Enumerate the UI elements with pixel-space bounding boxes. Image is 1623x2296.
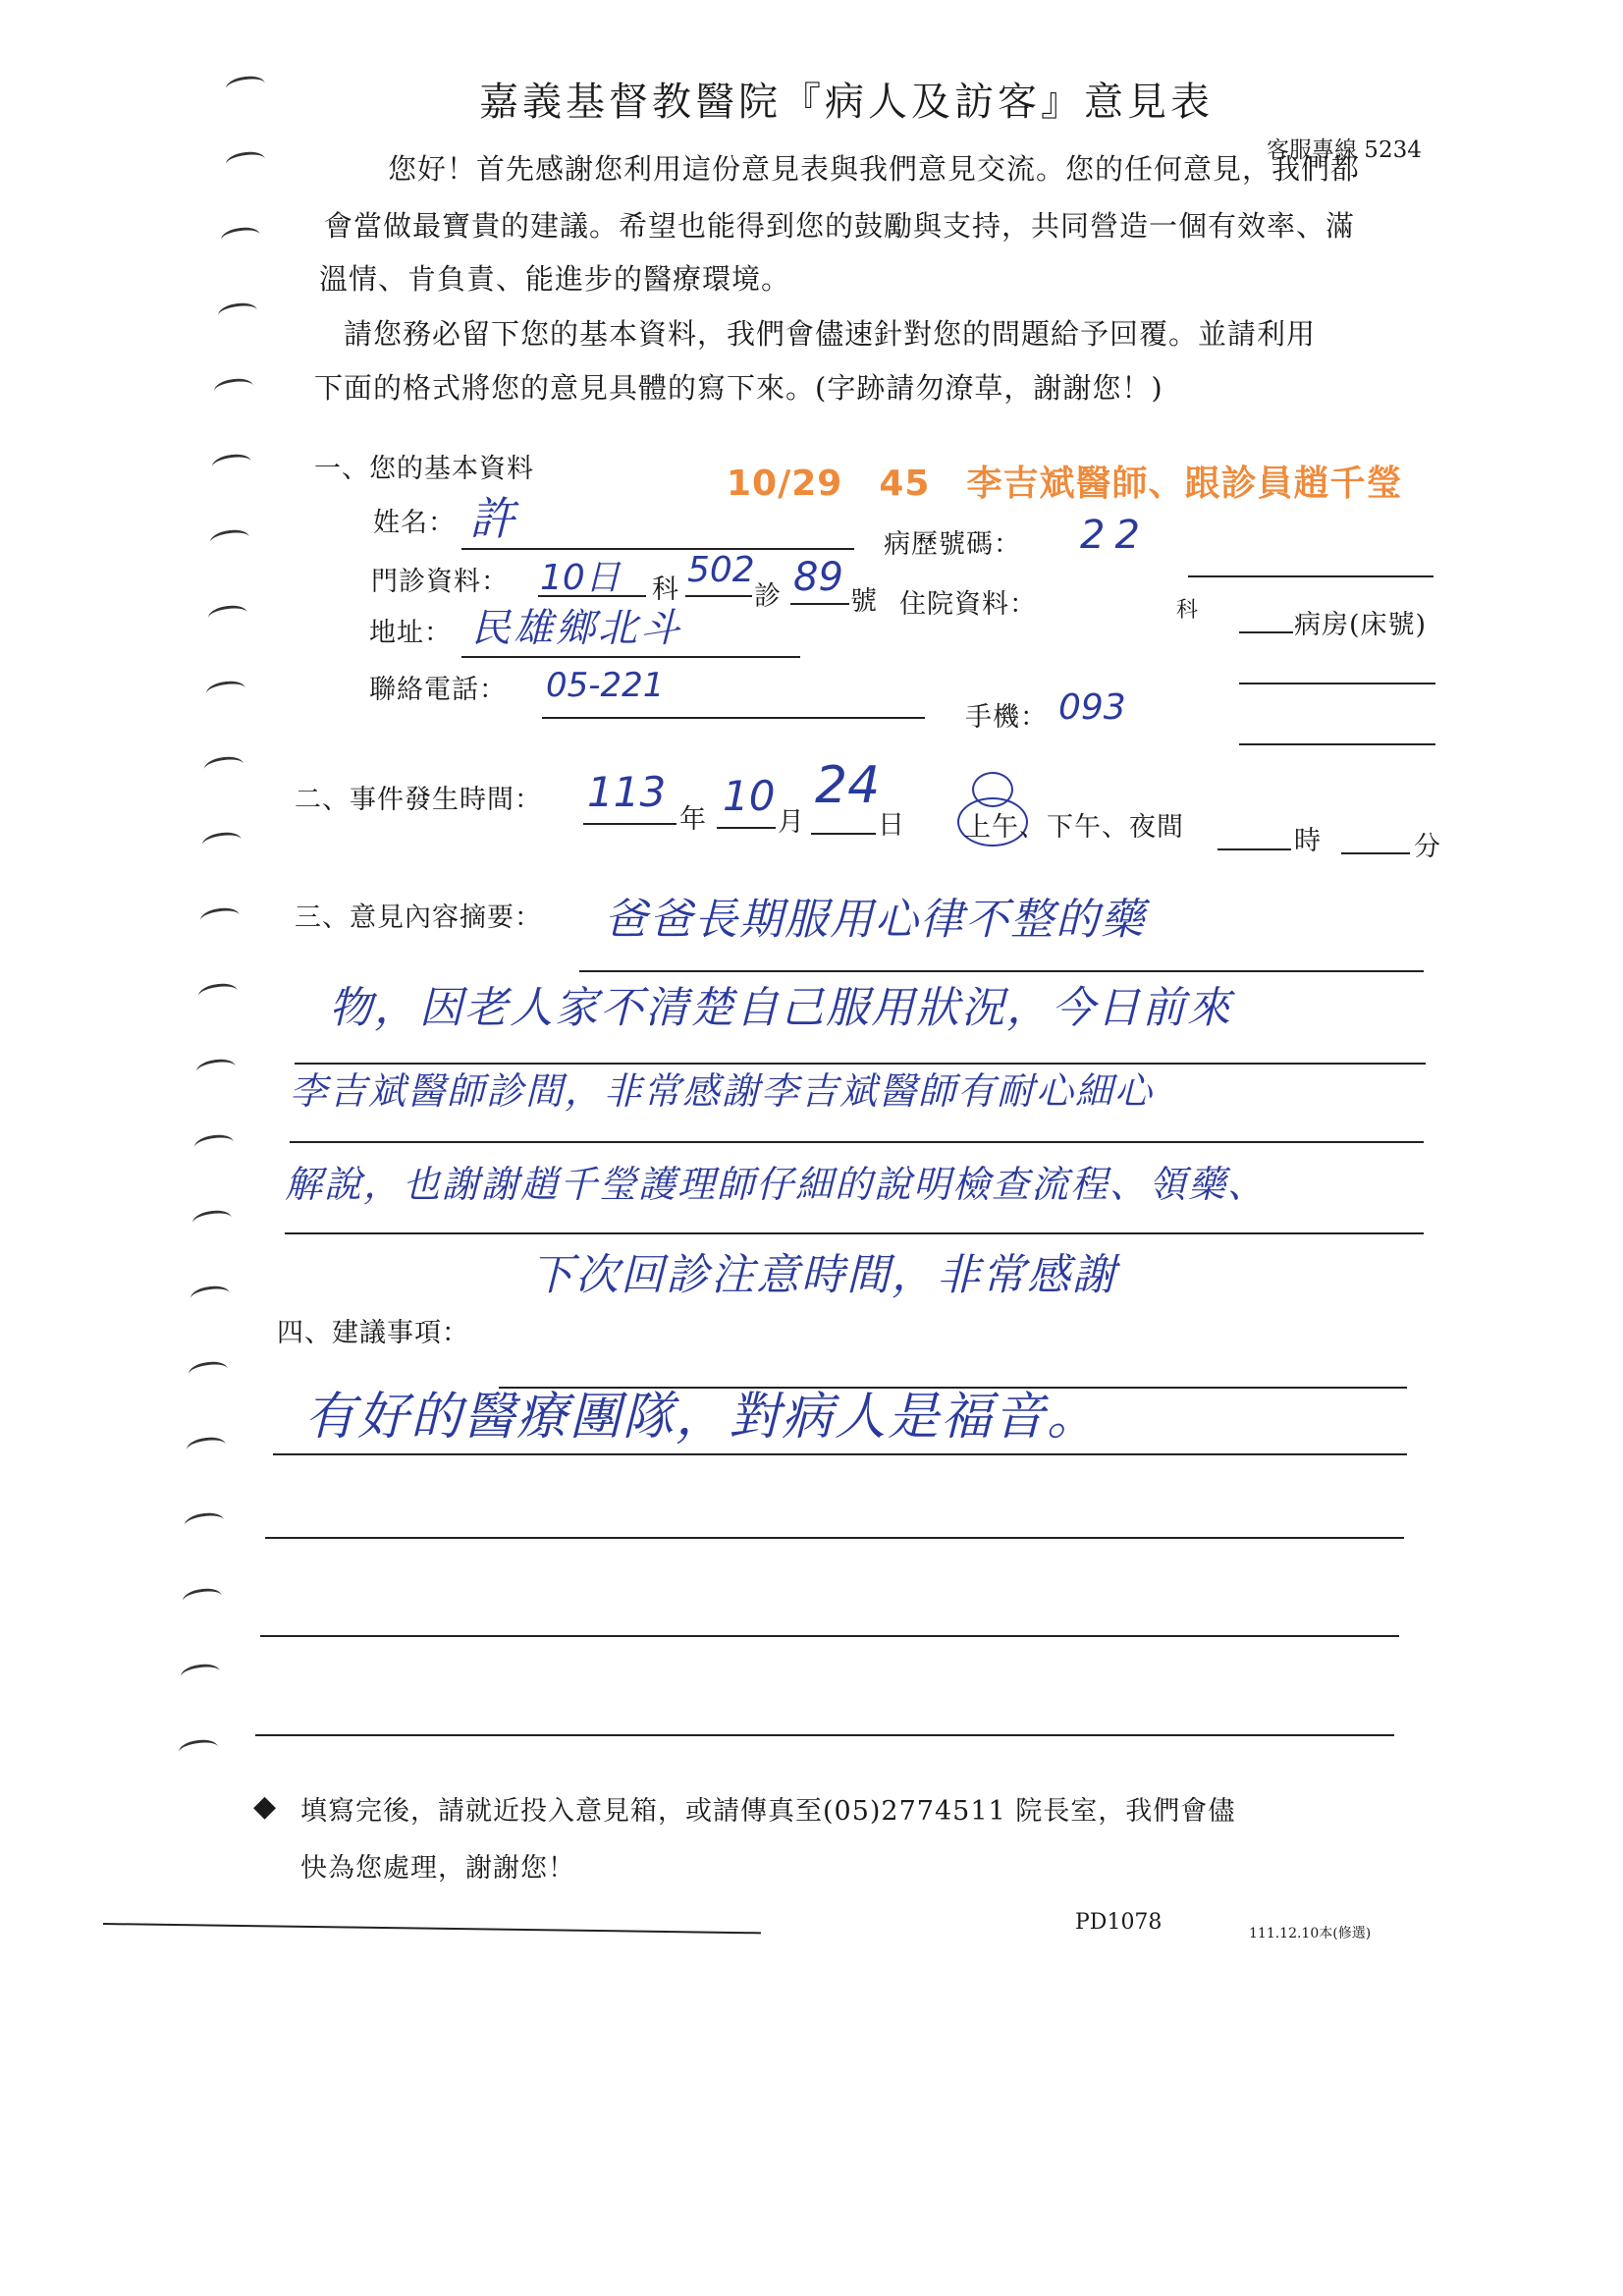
- opinion-underline-4: [285, 1232, 1424, 1234]
- inpatient-label: 住院資料：: [899, 589, 1037, 620]
- chart-number-label: 病歷號碼：: [884, 529, 1021, 560]
- binder-ring: [213, 376, 254, 400]
- event-month-underline: [717, 827, 776, 829]
- binder-ring: [207, 603, 248, 627]
- clinic-number-unit: 號: [850, 586, 878, 617]
- opinion-line-4: 解說，也謝謝趙千瑩護理師仔細的說明檢查流程、領藥、: [285, 1163, 1268, 1206]
- phone-value: 05-221: [546, 666, 665, 705]
- phone-label: 聯絡電話：: [369, 675, 507, 705]
- opinion-line-2: 物，因老人家不清楚自己服用狀況，今日前來: [329, 983, 1232, 1033]
- name-label: 姓名：: [373, 508, 456, 538]
- name-underline: [461, 548, 854, 550]
- event-time-heading: 二、事件發生時間：: [295, 785, 542, 815]
- opinion-line-3: 李吉斌醫師診間，非常感謝李吉斌醫師有耐心細心: [290, 1069, 1155, 1113]
- inpatient-ward-underline: [1239, 631, 1293, 633]
- inpatient-dept-unit: 科: [1176, 598, 1200, 623]
- opinion-line-1: 爸爸長期服用心律不整的藥: [604, 895, 1146, 945]
- binder-ring: [186, 1435, 227, 1458]
- mobile-value: 093: [1058, 687, 1126, 728]
- form-code: PD1078: [1075, 1910, 1163, 1935]
- minute-unit: 分: [1414, 832, 1441, 862]
- staff-annotation: 10/29 45 李吉斌醫師、跟診員趙千瑩: [727, 464, 1403, 504]
- binder-ring: [191, 1208, 233, 1231]
- phone-underline: [542, 717, 925, 719]
- opinion-underline-3: [290, 1141, 1424, 1143]
- inpatient-ward-unit: 病房(床號): [1294, 610, 1428, 640]
- suggestion-underline-4: [260, 1635, 1399, 1637]
- intro-line-3: 溫情、肯負責、能進步的醫療環境。: [319, 262, 791, 296]
- clinic-room-value: 502: [687, 550, 755, 590]
- bottom-rule: [103, 1923, 761, 1934]
- footer-line-1: 填寫完後，請就近投入意見箱，或請傳真至(05)2774511 院長室，我們會儘: [300, 1796, 1236, 1827]
- form-revision: 111.12.10本(修選): [1249, 1926, 1372, 1941]
- binder-ring: [201, 830, 243, 853]
- event-year-underline: [583, 823, 676, 825]
- binder-ring: [188, 1359, 229, 1383]
- binder-ring: [220, 225, 261, 248]
- suggestion-heading: 四、建議事項：: [277, 1318, 469, 1348]
- minute-underline: [1341, 852, 1410, 854]
- event-month-unit: 月: [778, 807, 805, 838]
- diamond-bullet-icon: ◆: [253, 1789, 277, 1824]
- suggestion-line-1: 有好的醫療團隊，對病人是福音。: [304, 1388, 1101, 1447]
- event-day-underline: [811, 833, 876, 835]
- opinion-heading: 三、意見內容摘要：: [295, 902, 542, 933]
- clinic-label: 門診資料：: [371, 567, 509, 597]
- event-day-unit: 日: [878, 810, 905, 841]
- hour-unit: 時: [1294, 826, 1322, 856]
- binder-ring: [203, 754, 244, 778]
- event-year-value: 113: [587, 768, 667, 816]
- clinic-dept-value: 10日: [540, 558, 621, 598]
- opinion-line-5: 下次回診注意時間，非常感謝: [530, 1250, 1117, 1300]
- chart-number-underline: [1188, 575, 1434, 577]
- footer-line-2: 快為您處理，謝謝您！: [300, 1853, 575, 1884]
- intro-line-2: 會當做最寶貴的建議。希望也能得到您的鼓勵與支持，共同營造一個有效率、滿: [324, 209, 1356, 243]
- binder-ring: [209, 527, 250, 551]
- mobile-label: 手機：: [965, 702, 1048, 733]
- event-year-unit: 年: [679, 804, 707, 835]
- chart-number-value: 22: [1080, 513, 1150, 558]
- intro-line-5: 下面的格式將您的意見具體的寫下來。(字跡請勿潦草，謝謝您！): [314, 371, 1163, 405]
- binder-ring: [205, 679, 246, 702]
- suggestion-underline-5: [255, 1734, 1394, 1736]
- clinic-room-unit: 診: [754, 581, 782, 612]
- binder-ring: [193, 1132, 235, 1156]
- suggestion-underline-3: [265, 1537, 1404, 1539]
- intro-line-1: 您好！首先感謝您利用這份意見表與我們意見交流。您的任何意見，我們都: [388, 152, 1361, 186]
- binder-ring: [182, 1586, 223, 1610]
- binder-ring: [199, 905, 241, 929]
- clinic-number-value: 89: [793, 555, 843, 600]
- address-label: 地址：: [369, 618, 452, 648]
- binder-ring: [225, 149, 266, 173]
- binder-ring: [225, 74, 266, 97]
- intro-line-4: 請您務必留下您的基本資料，我們會儘速針對您的問題給予回覆。並請利用: [344, 317, 1317, 351]
- binder-ring: [180, 1662, 221, 1685]
- binder-ring: [211, 452, 252, 475]
- address-value: 民雄鄉北斗: [471, 606, 682, 651]
- address-underline: [461, 656, 800, 658]
- name-value: 許: [469, 492, 514, 545]
- binder-ring: [197, 981, 239, 1005]
- inpatient-extra-underline: [1239, 683, 1435, 684]
- period-options: 上午、下午、夜間: [964, 812, 1184, 843]
- basic-info-heading: 一、您的基本資料: [314, 454, 534, 484]
- binder-ring: [178, 1737, 219, 1761]
- service-hotline: 客服專線 5234: [1267, 137, 1422, 163]
- suggestion-underline-2: [273, 1453, 1407, 1455]
- clinic-dept-unit: 科: [652, 574, 679, 605]
- event-month-value: 10: [723, 772, 776, 820]
- binder-ring: [195, 1057, 237, 1080]
- clinic-room-underline: [685, 595, 752, 597]
- binder-ring: [189, 1284, 231, 1307]
- hour-underline: [1217, 848, 1291, 850]
- binder-ring: [184, 1510, 225, 1534]
- form-title: 嘉義基督教醫院『病人及訪客』意見表: [479, 80, 1214, 125]
- mobile-underline: [1239, 743, 1435, 745]
- event-day-value: 24: [815, 756, 881, 815]
- binder-ring: [217, 301, 258, 324]
- clinic-number-underline: [790, 603, 849, 605]
